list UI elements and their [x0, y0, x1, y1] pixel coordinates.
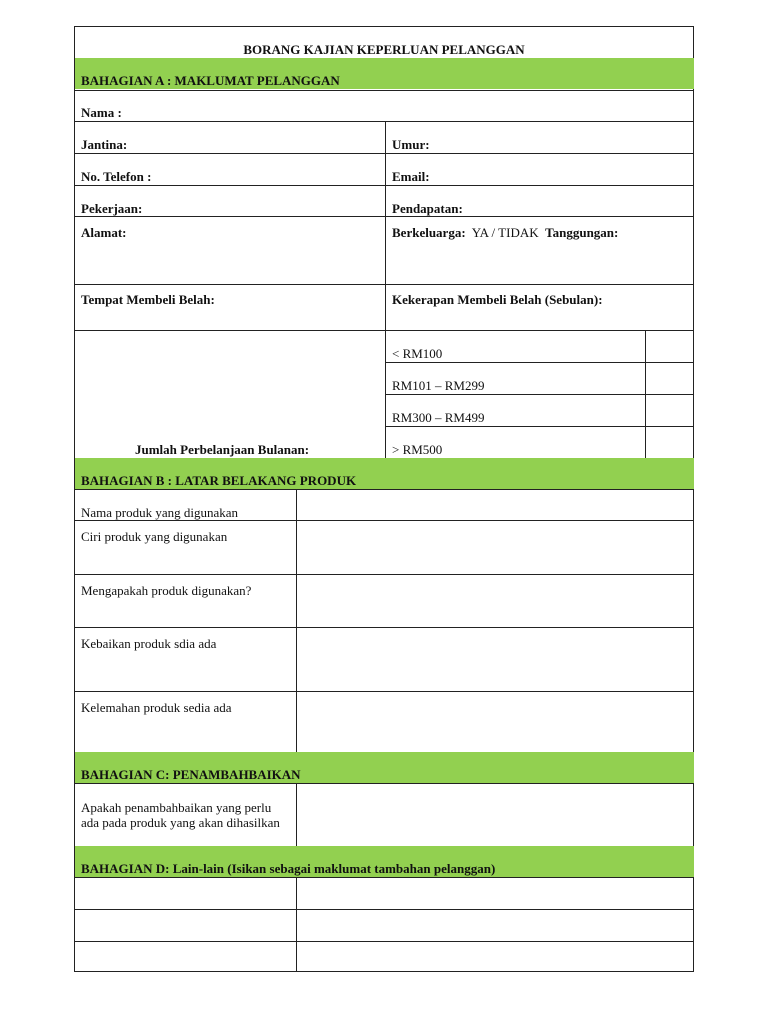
range-option: < RM100: [392, 346, 443, 361]
table-rule: [74, 691, 694, 692]
b-row-label: Mengapakah produk digunakan?: [81, 583, 252, 598]
range-option: > RM500: [392, 442, 443, 457]
table-rule: [296, 877, 297, 972]
section-b-title: BAHAGIAN B : LATAR BELAKANG PRODUK: [81, 473, 357, 488]
table-rule: [74, 330, 694, 331]
b-row-label: Kelemahan produk sedia ada: [81, 700, 232, 715]
table-rule: [74, 489, 694, 490]
table-rule: [385, 394, 694, 395]
pekerjaan-label: Pekerjaan:: [81, 201, 143, 216]
table-rule: [385, 362, 694, 363]
table-rule: [74, 877, 694, 878]
table-rule: [74, 90, 694, 91]
nama-label: Nama :: [81, 105, 122, 120]
table-rule: [74, 216, 694, 217]
section-d-title: BAHAGIAN D: Lain-lain (Isikan sebagai maklumat tambahan pelanggan): [81, 861, 496, 876]
c-question: Apakah penambahbaikan yang perlu ada pada produk yang akan dihasilkan: [81, 800, 280, 830]
table-rule: [385, 121, 386, 458]
alamat-label: Alamat:: [81, 225, 127, 240]
table-rule: [74, 185, 694, 186]
form-frame: [74, 26, 694, 972]
berkeluarga-label: Berkeluarga:: [392, 225, 466, 240]
tanggungan-label: Tanggungan:: [545, 225, 619, 240]
section-c-title: BAHAGIAN C: PENAMBAHBAIKAN: [81, 767, 301, 782]
berkeluarga-field: [392, 225, 618, 241]
range-option: RM101 – RM299: [392, 378, 485, 393]
b-row-label: Kebaikan produk sdia ada: [81, 636, 217, 651]
table-rule: [74, 121, 694, 122]
form-title: BORANG KAJIAN KEPERLUAN PELANGGAN: [243, 42, 525, 57]
kekerapan-label: Kekerapan Membeli Belah (Sebulan):: [392, 292, 603, 307]
table-rule: [645, 330, 646, 458]
table-rule: [74, 909, 694, 910]
table-rule: [74, 941, 694, 942]
umur-label: Umur:: [392, 137, 430, 152]
table-rule: [74, 627, 694, 628]
table-rule: [74, 153, 694, 154]
table-rule: [296, 489, 297, 752]
range-option: RM300 – RM499: [392, 410, 485, 425]
ya-tidak-option: YA / TIDAK: [471, 225, 539, 240]
table-rule: [296, 783, 297, 846]
table-rule: [74, 783, 694, 784]
table-rule: [74, 284, 694, 285]
jumlah-label: Jumlah Perbelanjaan Bulanan:: [135, 442, 310, 457]
jantina-label: Jantina:: [81, 137, 128, 152]
table-rule: [385, 426, 694, 427]
table-rule: [74, 574, 694, 575]
b-row-label: Ciri produk yang digunakan: [81, 529, 228, 544]
telefon-label: No. Telefon :: [81, 169, 152, 184]
tempat-label: Tempat Membeli Belah:: [81, 292, 215, 307]
section-a-title: BAHAGIAN A : MAKLUMAT PELANGGAN: [81, 73, 340, 88]
email-label: Email:: [392, 169, 430, 184]
pendapatan-label: Pendapatan:: [392, 201, 463, 216]
b-row-label: Nama produk yang digunakan: [81, 505, 239, 520]
